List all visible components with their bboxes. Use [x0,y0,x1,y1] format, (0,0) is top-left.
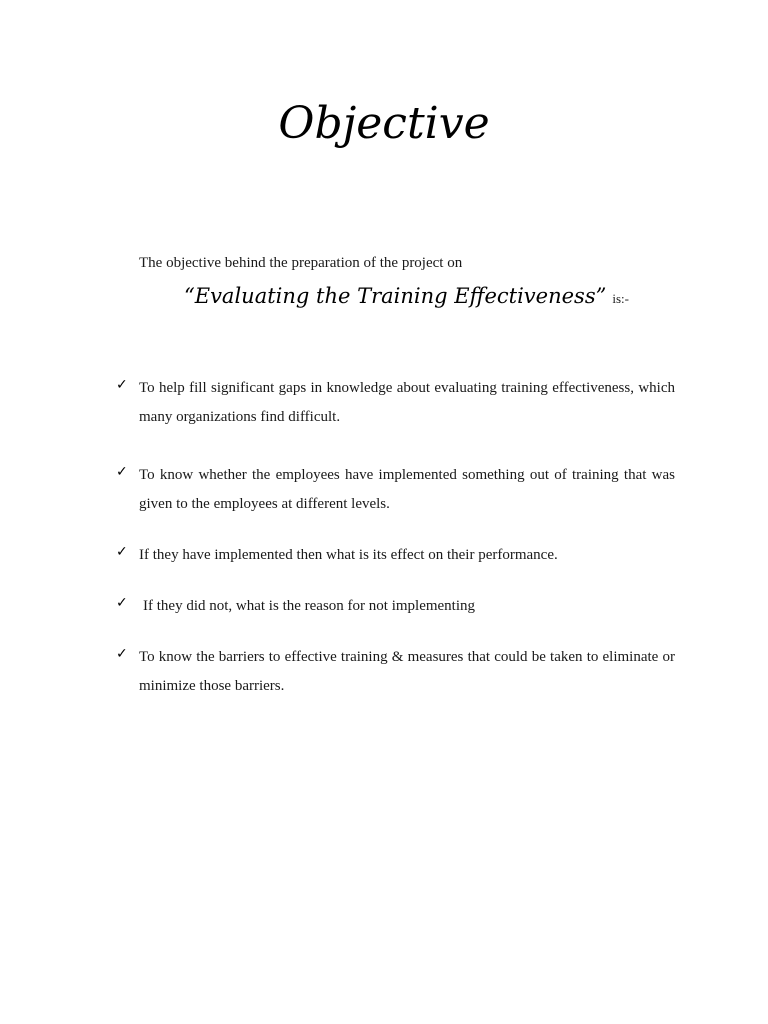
list-item-text: If they have implemented then what is its effect on their performance. [139,547,558,563]
intro-text: The objective behind the preparation of the project on [139,255,463,271]
list-item-text: If they did not, what is the reason for not implementing [143,598,476,614]
project-title-line [184,281,629,311]
project-title: “Evaluating the Training Effectiveness” [184,284,607,308]
check-mark-icon: ✓ [116,464,128,480]
list-item-text: To help fill significant gaps in knowledge about evaluating training effectiveness, which many organizations find difficult. [139,380,675,425]
list-item-text: To know the barriers to effective training & measures that could be taken to eliminate or minimize those barriers. [139,649,675,694]
check-mark-icon: ✓ [116,646,128,662]
project-title-suffix: is:- [612,291,629,306]
check-mark-icon: ✓ [116,377,128,393]
check-mark-icon: ✓ [116,544,128,560]
list-item-text: To know whether the employees have implemented something out of training that was given to the employees at different levels. [139,467,675,512]
check-mark-icon: ✓ [116,595,128,611]
page-title: Objective [278,98,490,149]
